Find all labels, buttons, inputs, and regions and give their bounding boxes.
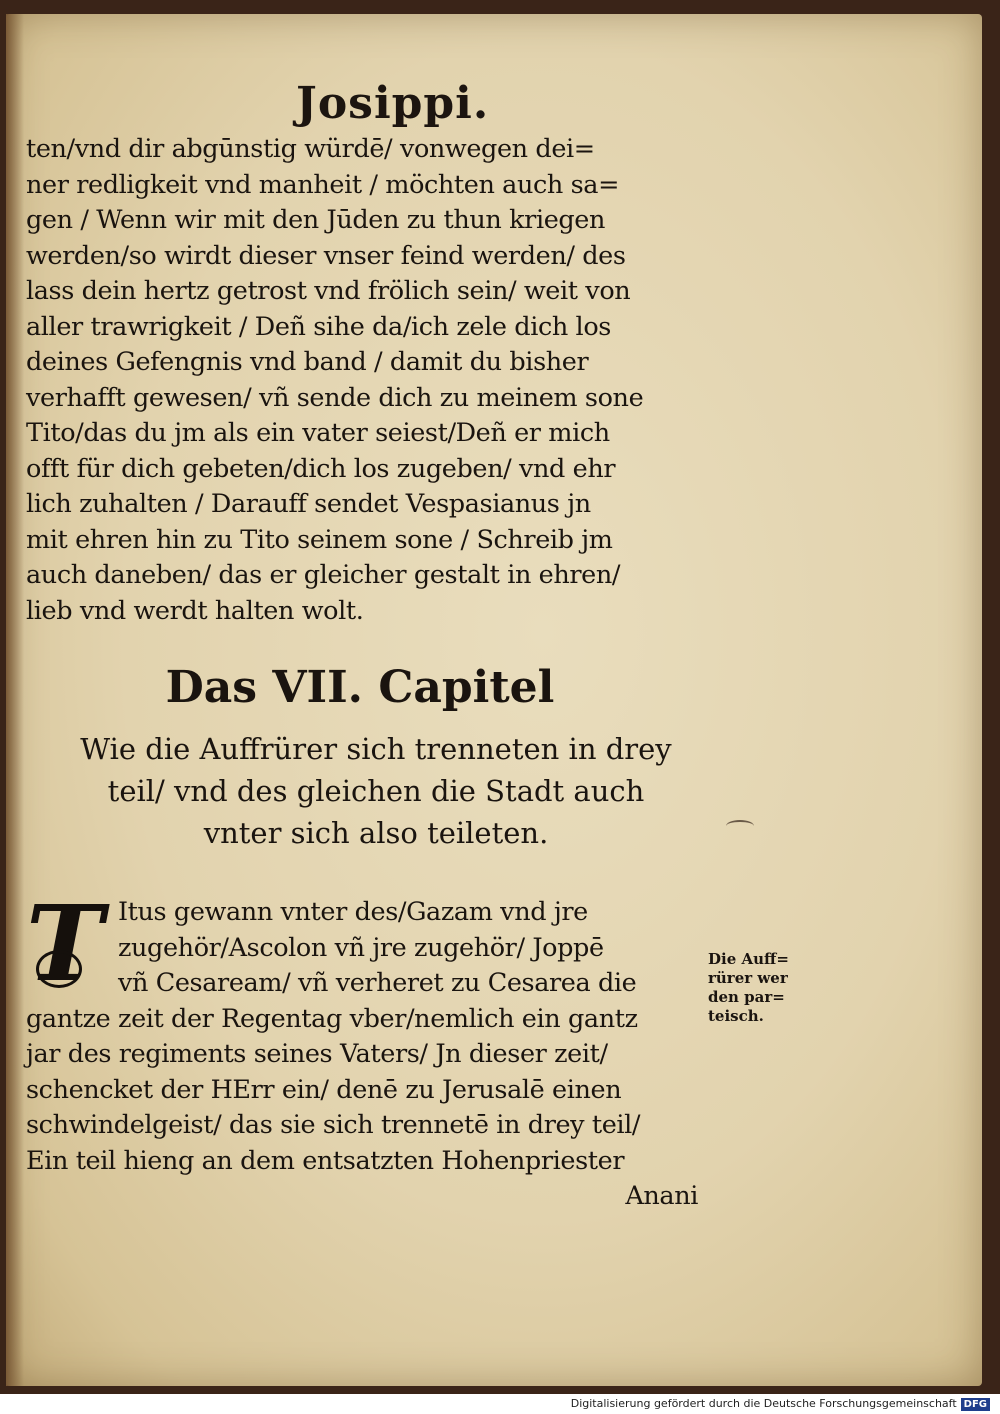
text-line: schencket der HErr ein/ denē zu Jerusalē einen	[26, 1074, 622, 1105]
text-line: ner redligkeit vnd manheit / möchten auch sa=	[26, 169, 620, 200]
text-line: vñ Cesaream/ vñ verheret zu Cesarea die	[118, 968, 637, 998]
text-line: deines Gefengnis vnd band / damit du bisher	[26, 347, 589, 377]
summary-line: Wie die Auffrürer sich trenneten in drey	[80, 732, 672, 766]
decorated-initial: T	[26, 882, 104, 1005]
margin-note-line: Die Auff=	[708, 950, 789, 968]
text-line: lieb vnd werdt halten wolt.	[26, 595, 364, 626]
text-line: lass dein hertz getrost vnd frölich sein/ weit von	[26, 276, 631, 306]
dfg-logo: DFG	[961, 1398, 990, 1411]
ornament-flourish	[726, 820, 754, 832]
margin-note-line: rürer wer	[708, 969, 788, 987]
text-line: ten/vnd dir abgūnstig würdē/ vonwegen dei=	[26, 134, 595, 164]
running-head: Josippi.	[296, 78, 490, 129]
funding-footer	[571, 1394, 990, 1414]
text-line: jar des regiments seines Vaters/ Jn dieser zeit/	[26, 1039, 608, 1069]
chapter-summary	[56, 728, 696, 854]
summary-line: vnter sich also teileten.	[203, 816, 549, 850]
text-line: zugehör/Ascolon vñ jre zugehör/ Joppē	[118, 932, 604, 963]
text-line: Itus gewann vnter des/Gazam vnd jre	[118, 897, 588, 927]
text-line: lich zuhalten / Darauff sendet Vespasianus jn	[26, 489, 591, 519]
footer-text: Digitalisierung gefördert durch die Deutsche Forschungsgemeinschaft	[570, 1397, 957, 1410]
text-line: werden/so wirdt dieser vnser feind werden/ des	[26, 240, 626, 271]
chapter-text-block	[26, 895, 706, 1215]
text-line: mit ehren hin zu Tito seinem sone / Schreib jm	[26, 524, 613, 555]
text-line: auch daneben/ das er gleicher gestalt in ehren/	[26, 560, 621, 590]
text-line: verhafft gewesen/ vñ sende dich zu meinem sone	[26, 382, 644, 413]
summary-line: teil/ vnd des gleichen die Stadt auch	[107, 774, 645, 808]
text-line: offt für dich gebeten/dich los zugeben/ vnd ehr	[26, 453, 616, 484]
marginal-note	[708, 950, 818, 1026]
text-line: gen / Wenn wir mit den Jūden zu thun kriegen	[26, 205, 606, 235]
text-line: Tito/das du jm als ein vater seiest/Deñ er mich	[26, 418, 610, 448]
text-line: aller trawrigkeit / Deñ sihe da/ich zele dich los	[26, 311, 611, 342]
text-line: gantze zeit der Regentag vber/nemlich ein gantz	[26, 1003, 638, 1034]
preceding-text-block	[26, 132, 706, 629]
text-line: schwindelgeist/ das sie sich trennetē in drey teil/	[26, 1110, 641, 1140]
margin-note-line: den par=	[708, 988, 785, 1006]
catchword: Anani	[625, 1181, 698, 1211]
chapter-title: Das VII. Capitel	[165, 662, 555, 713]
margin-note-line: teisch.	[708, 1007, 764, 1025]
text-line: Ein teil hieng an dem entsatzten Hohenpriester	[26, 1145, 625, 1176]
